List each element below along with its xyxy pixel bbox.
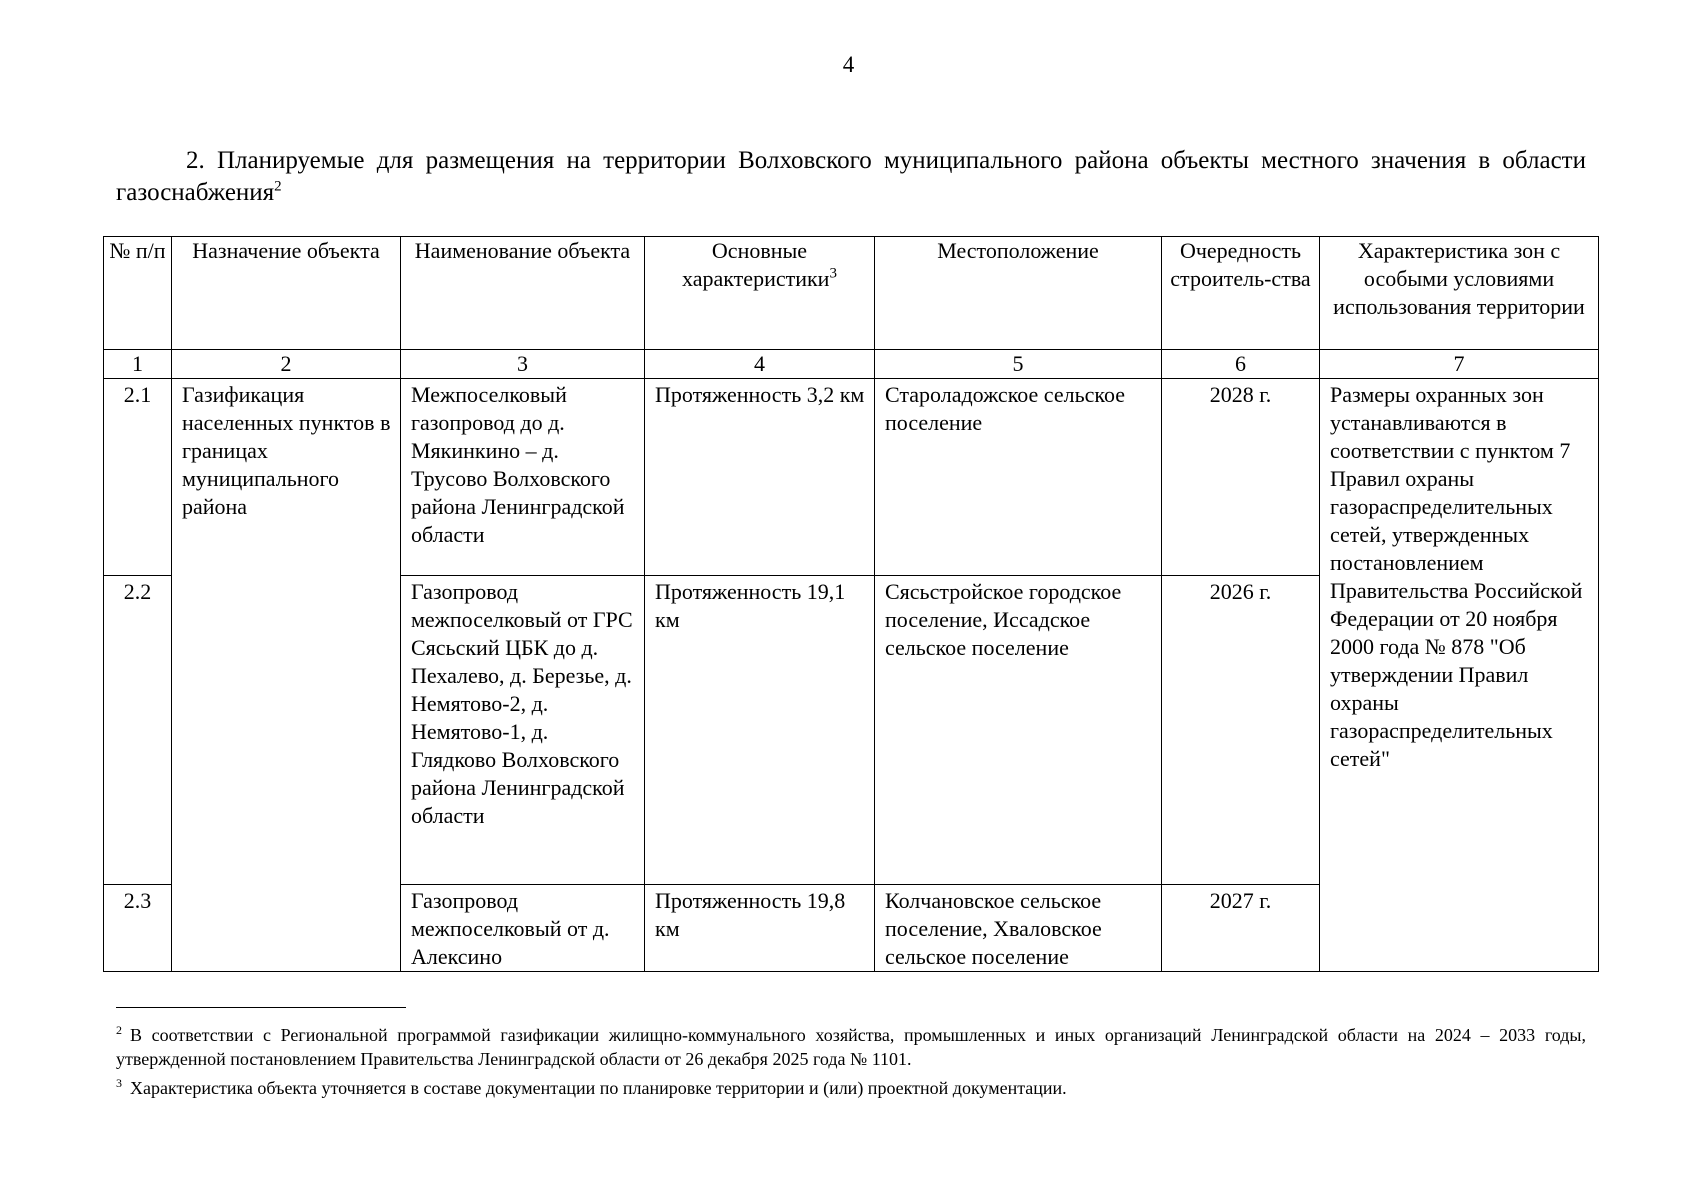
object-location: Сясьстройское городское поселение, Иссадское сельское поселение	[875, 576, 1162, 885]
footnotes	[116, 1018, 1586, 1100]
footnote-ref-3: 3	[829, 265, 837, 282]
column-number: 1	[104, 350, 172, 379]
section-heading-text: 2. Планируемые для размещения на территории Волховского муниципального района объекты местного значения в области газоснабжения	[116, 147, 1586, 206]
object-characteristics: Протяженность 19,1 км	[645, 576, 875, 885]
row-number: 2.3	[104, 885, 172, 972]
footnote-text: В соответствии с Региональной программой газификации жилищно-коммунального хозяйства, промышленных и иных организаций Ленинградской области на 2024 – 2033 годы, утвержденной постановлением Правительства Ленинградской области от 26 декабря 2025 года № 1101.	[116, 1025, 1586, 1069]
footnote-mark: 3	[116, 1076, 122, 1090]
header-number: № п/п	[104, 237, 172, 350]
row-number: 2.2	[104, 576, 172, 885]
header-name: Наименование объекта	[401, 237, 645, 350]
object-purpose: Газификация населенных пунктов в границах муниципального района	[172, 379, 401, 972]
object-name: Газопровод межпоселковый от д. Алексино	[401, 885, 645, 972]
column-number: 2	[172, 350, 401, 379]
construction-stage: 2026 г.	[1162, 576, 1320, 885]
column-number: 3	[401, 350, 645, 379]
header-stage: Очередность строитель-ства	[1162, 237, 1320, 350]
page-number: 4	[842, 52, 855, 77]
header-purpose: Назначение объекта	[172, 237, 401, 350]
header-characteristics-text: Основные характеристики	[682, 238, 830, 291]
object-characteristics: Протяженность 3,2 км	[645, 379, 875, 576]
table-header-row	[104, 237, 1599, 350]
footnote-3	[116, 1071, 1586, 1100]
object-name: Межпоселковый газопровод до д. Мякинкино – д. Трусово Волховского района Ленинградской области	[401, 379, 645, 576]
column-number: 5	[875, 350, 1162, 379]
footnote-mark: 2	[116, 1023, 122, 1037]
construction-stage: 2028 г.	[1162, 379, 1320, 576]
footnote-text: Характеристика объекта уточняется в составе документации по планировке территории и (или) проектной документации.	[130, 1078, 1067, 1098]
header-characteristics	[645, 237, 875, 350]
table-row	[104, 379, 1599, 576]
object-location: Колчановское сельское поселение, Хваловское сельское поселение	[875, 885, 1162, 972]
footnote-2	[116, 1018, 1586, 1071]
footnote-ref-2: 2	[274, 178, 282, 195]
column-number: 7	[1320, 350, 1599, 379]
object-location: Староладожское сельское поселение	[875, 379, 1162, 576]
construction-stage: 2027 г.	[1162, 885, 1320, 972]
column-number-row	[104, 350, 1599, 379]
column-number: 4	[645, 350, 875, 379]
section-heading	[116, 145, 1586, 209]
object-name: Газопровод межпоселковый от ГРС Сясьский ЦБК до д. Пехалево, д. Березье, д. Немятово-2, д. Немятово-1, д. Глядково Волховского района Ленинградской области	[401, 576, 645, 885]
zone-characteristics: Размеры охранных зон устанавливаются в соответствии с пунктом 7 Правил охраны газораспределительных сетей, утвержденных постановлением Правительства Российской Федерации от 20 ноября 2000 года № 878 "Об утверждении Правил охраны газораспределительных сетей"	[1320, 379, 1599, 972]
column-number: 6	[1162, 350, 1320, 379]
footnote-separator	[116, 1007, 406, 1008]
header-zones: Характеристика зон с особыми условиями использования территории	[1320, 237, 1599, 350]
object-characteristics: Протяженность 19,8 км	[645, 885, 875, 972]
gas-objects-table	[103, 236, 1599, 972]
header-location: Местоположение	[875, 237, 1162, 350]
row-number: 2.1	[104, 379, 172, 576]
